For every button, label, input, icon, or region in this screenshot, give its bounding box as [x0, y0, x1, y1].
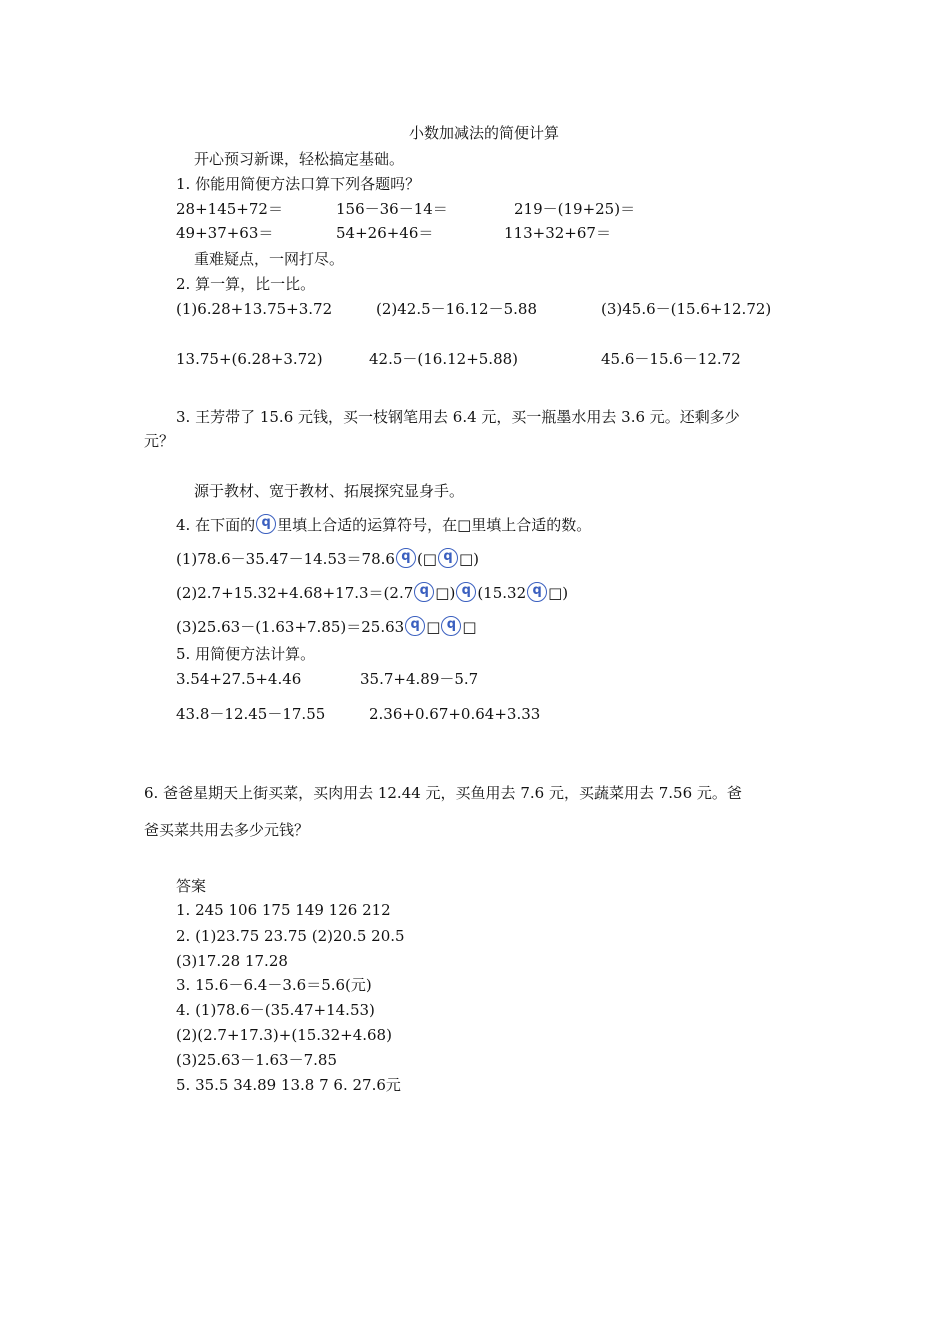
q3-text: 元？ — [144, 432, 175, 450]
answer-line: (3)25.63－1.63－7.85 — [176, 1051, 337, 1069]
q3-text: 3. 王芳带了 15.6 元钱，买一枝钢笔用去 6.4 元，买一瓶墨水用去 3.6 元。还剩多少 — [176, 408, 740, 426]
section-heading-difficulties: 重难疑点，一网打尽。 — [194, 250, 345, 268]
answer-circle-icon: q — [438, 548, 458, 568]
q5-expr: 35.7+4.89－5.7 — [360, 670, 479, 688]
answer-line: 2. (1)23.75 23.75 (2)20.5 20.5 — [176, 927, 405, 945]
q4-expr: ) — [562, 584, 569, 602]
section-heading-extension: 源于教材、宽于教材、拓展探究显身手。 — [194, 482, 465, 500]
q1-expr: 156－36－14＝ — [336, 200, 448, 218]
q1-expr: 28+145+72＝ — [176, 200, 283, 218]
q4-label-part: 4. 在下面的 — [176, 516, 256, 534]
q4-expr: (2)2.7+15.32+4.68+17.3＝(2.7 — [176, 584, 414, 602]
q2-expr: 13.75+(6.28+3.72) — [176, 350, 323, 368]
q4-expr: (1)78.6－35.47－14.53＝78.6 — [176, 550, 395, 568]
q2-expr: 45.6－15.6－12.72 — [601, 350, 741, 368]
answer-box: □ — [435, 584, 450, 602]
q5-expr: 3.54+27.5+4.46 — [176, 670, 302, 688]
q2-label: 2. 算一算，比一比。 — [176, 275, 316, 293]
q5-label: 5. 用简便方法计算。 — [176, 645, 316, 663]
q5-expr: 2.36+0.67+0.64+3.33 — [369, 705, 541, 723]
q2-expr: 42.5－(16.12+5.88) — [369, 350, 519, 368]
answer-circle-icon: q — [396, 548, 416, 568]
answer-circle-icon: q — [456, 582, 476, 602]
answer-circle-icon: q — [441, 616, 461, 636]
page-title: 小数加减法的简便计算 — [409, 124, 560, 142]
answer-line: 1. 245 106 175 149 126 212 — [176, 901, 391, 919]
answer-circle-icon: q — [527, 582, 547, 602]
q4-expr: (15.32 — [477, 584, 527, 602]
q4-expr: ( — [416, 550, 423, 568]
q4-line — [176, 616, 477, 637]
q5-expr: 43.8－12.45－17.55 — [176, 705, 326, 723]
answer-circle-icon: q — [256, 514, 276, 534]
q2-expr: (1)6.28+13.75+3.72 — [176, 300, 333, 318]
q4-label — [176, 514, 591, 535]
q4-expr: ) — [473, 550, 480, 568]
answer-line: 4. (1)78.6－(35.47+14.53) — [176, 1001, 375, 1019]
answer-line: 5. 35.5 34.89 13.8 7 6. 27.6元 — [176, 1076, 401, 1094]
section-heading-preview: 开心预习新课，轻松搞定基础。 — [194, 150, 405, 168]
answer-box: □ — [426, 618, 441, 636]
q4-line — [176, 548, 479, 569]
answer-circle-icon: q — [414, 582, 434, 602]
answers-heading: 答案 — [176, 877, 207, 895]
answer-line: 3. 15.6－6.4－3.6＝5.6(元) — [176, 976, 372, 994]
answer-box: □ — [548, 584, 563, 602]
q4-label-part: 里填上合适的运算符号，在□里填上合适的数。 — [277, 516, 592, 534]
answer-box: □ — [458, 550, 474, 568]
q2-expr: (2)42.5－16.12－5.88 — [376, 300, 537, 318]
q6-text: 爸买菜共用去多少元钱？ — [144, 821, 310, 839]
q4-expr: ) — [449, 584, 456, 602]
q1-expr: 49+37+63＝ — [176, 224, 274, 242]
q1-label: 1. 你能用简便方法口算下列各题吗？ — [176, 175, 421, 193]
q4-expr: (3)25.63－(1.63+7.85)＝25.63 — [176, 618, 405, 636]
q2-expr: (3)45.6－(15.6+12.72) — [601, 300, 772, 318]
answer-line: (3)17.28 17.28 — [176, 952, 288, 970]
q1-expr: 54+26+46＝ — [336, 224, 434, 242]
answer-box: □ — [422, 550, 437, 568]
q6-text: 6. 爸爸星期天上街买菜，买肉用去 12.44 元，买鱼用去 7.6 元，买蔬菜用去 7.56 元。爸 — [144, 784, 742, 802]
q1-expr: 113+32+67＝ — [504, 224, 611, 242]
answer-box: □ — [462, 618, 477, 636]
q1-expr: 219－(19+25)＝ — [514, 200, 636, 218]
answer-line: (2)(2.7+17.3)+(15.32+4.68) — [176, 1026, 392, 1044]
answer-circle-icon: q — [405, 616, 425, 636]
q4-line — [176, 582, 568, 603]
